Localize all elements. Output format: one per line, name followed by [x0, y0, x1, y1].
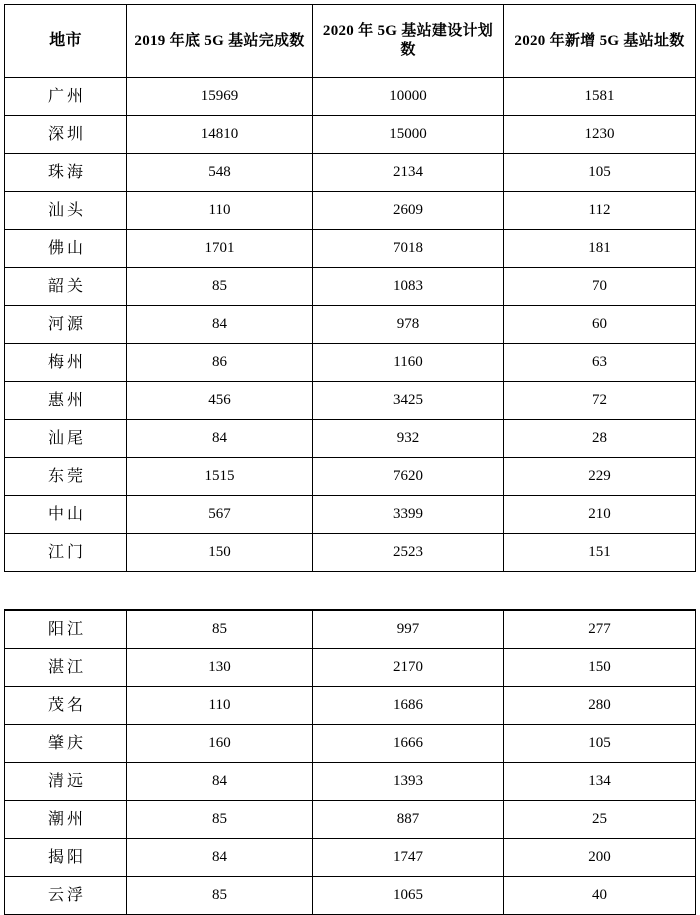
group-spacer-cell: [5, 572, 696, 611]
cell-2020-new-sites: 277: [504, 610, 696, 649]
cell-city: 揭阳: [5, 839, 127, 877]
cell-2019-completed: 84: [127, 306, 313, 344]
cell-2020-plan: 997: [313, 610, 504, 649]
cell-2019-completed: 86: [127, 344, 313, 382]
table-row: [5, 116, 696, 154]
table-row: [5, 268, 696, 306]
cell-2020-plan: 2170: [313, 649, 504, 687]
cell-2020-plan: 3399: [313, 496, 504, 534]
cell-city: 汕头: [5, 192, 127, 230]
table-row: [5, 877, 696, 915]
column-header-2020-new-sites: 2020 年新增 5G 基站址数: [504, 5, 696, 78]
document-page: [0, 4, 700, 904]
cell-2019-completed: 110: [127, 687, 313, 725]
cell-2020-plan: 2523: [313, 534, 504, 572]
cell-2020-new-sites: 25: [504, 801, 696, 839]
cell-city: 云浮: [5, 877, 127, 915]
cell-2019-completed: 456: [127, 382, 313, 420]
table-body: [5, 78, 696, 915]
column-header-2020-plan: 2020 年 5G 基站建设计划数: [313, 5, 504, 78]
cell-2019-completed: 1515: [127, 458, 313, 496]
5g-base-station-table: [4, 4, 696, 915]
table-row: [5, 725, 696, 763]
table-row: [5, 306, 696, 344]
table-row: [5, 420, 696, 458]
cell-2020-new-sites: 28: [504, 420, 696, 458]
cell-city: 阳江: [5, 610, 127, 649]
cell-city: 江门: [5, 534, 127, 572]
cell-city: 潮州: [5, 801, 127, 839]
table-row: [5, 344, 696, 382]
table-row: [5, 687, 696, 725]
cell-2020-new-sites: 134: [504, 763, 696, 801]
cell-2020-plan: 978: [313, 306, 504, 344]
cell-2019-completed: 85: [127, 877, 313, 915]
cell-2020-plan: 1666: [313, 725, 504, 763]
table-row: [5, 496, 696, 534]
cell-2019-completed: 85: [127, 268, 313, 306]
table-row: [5, 763, 696, 801]
cell-2019-completed: 85: [127, 610, 313, 649]
cell-2020-new-sites: 72: [504, 382, 696, 420]
cell-2020-plan: 887: [313, 801, 504, 839]
cell-city: 佛山: [5, 230, 127, 268]
cell-2020-new-sites: 151: [504, 534, 696, 572]
cell-city: 深圳: [5, 116, 127, 154]
cell-2020-new-sites: 60: [504, 306, 696, 344]
cell-city: 惠州: [5, 382, 127, 420]
table-header: [5, 5, 696, 78]
table-row: [5, 649, 696, 687]
cell-2020-new-sites: 280: [504, 687, 696, 725]
cell-city: 茂名: [5, 687, 127, 725]
cell-2020-plan: 1160: [313, 344, 504, 382]
cell-city: 肇庆: [5, 725, 127, 763]
cell-2019-completed: 1701: [127, 230, 313, 268]
cell-2019-completed: 84: [127, 763, 313, 801]
cell-2020-plan: 2134: [313, 154, 504, 192]
cell-2019-completed: 130: [127, 649, 313, 687]
cell-2019-completed: 110: [127, 192, 313, 230]
cell-city: 韶关: [5, 268, 127, 306]
table-row: [5, 78, 696, 116]
cell-2019-completed: 85: [127, 801, 313, 839]
header-row: [5, 5, 696, 78]
table-row: [5, 192, 696, 230]
table-group-spacer: [5, 572, 696, 611]
table-row: [5, 154, 696, 192]
cell-2019-completed: 160: [127, 725, 313, 763]
cell-city: 汕尾: [5, 420, 127, 458]
cell-2020-new-sites: 200: [504, 839, 696, 877]
column-header-2019-completed: 2019 年底 5G 基站完成数: [127, 5, 313, 78]
cell-2020-plan: 1747: [313, 839, 504, 877]
cell-2020-plan: 10000: [313, 78, 504, 116]
cell-2019-completed: 567: [127, 496, 313, 534]
table-row: [5, 801, 696, 839]
cell-2019-completed: 150: [127, 534, 313, 572]
cell-city: 广州: [5, 78, 127, 116]
column-header-city: 地市: [5, 5, 127, 78]
cell-2020-new-sites: 229: [504, 458, 696, 496]
table-row: [5, 534, 696, 572]
cell-2020-plan: 2609: [313, 192, 504, 230]
cell-2020-new-sites: 210: [504, 496, 696, 534]
table-row: [5, 839, 696, 877]
cell-2019-completed: 15969: [127, 78, 313, 116]
cell-city: 梅州: [5, 344, 127, 382]
cell-2020-new-sites: 1581: [504, 78, 696, 116]
table-row: [5, 382, 696, 420]
cell-2020-new-sites: 40: [504, 877, 696, 915]
table-row: [5, 458, 696, 496]
cell-2020-plan: 932: [313, 420, 504, 458]
cell-2019-completed: 84: [127, 420, 313, 458]
cell-2020-new-sites: 63: [504, 344, 696, 382]
cell-2019-completed: 84: [127, 839, 313, 877]
cell-2019-completed: 14810: [127, 116, 313, 154]
cell-city: 珠海: [5, 154, 127, 192]
cell-2020-plan: 3425: [313, 382, 504, 420]
cell-2020-plan: 15000: [313, 116, 504, 154]
cell-2020-plan: 1083: [313, 268, 504, 306]
cell-2020-plan: 7620: [313, 458, 504, 496]
cell-2020-new-sites: 105: [504, 154, 696, 192]
cell-city: 东莞: [5, 458, 127, 496]
cell-city: 中山: [5, 496, 127, 534]
cell-city: 清远: [5, 763, 127, 801]
cell-2020-plan: 1686: [313, 687, 504, 725]
cell-2020-new-sites: 1230: [504, 116, 696, 154]
cell-2020-new-sites: 150: [504, 649, 696, 687]
cell-2020-new-sites: 70: [504, 268, 696, 306]
cell-2020-new-sites: 112: [504, 192, 696, 230]
table-row: [5, 610, 696, 649]
cell-2020-new-sites: 105: [504, 725, 696, 763]
cell-2020-plan: 1065: [313, 877, 504, 915]
cell-2020-new-sites: 181: [504, 230, 696, 268]
cell-city: 河源: [5, 306, 127, 344]
cell-2020-plan: 1393: [313, 763, 504, 801]
cell-2020-plan: 7018: [313, 230, 504, 268]
table-row: [5, 230, 696, 268]
cell-2019-completed: 548: [127, 154, 313, 192]
cell-city: 湛江: [5, 649, 127, 687]
